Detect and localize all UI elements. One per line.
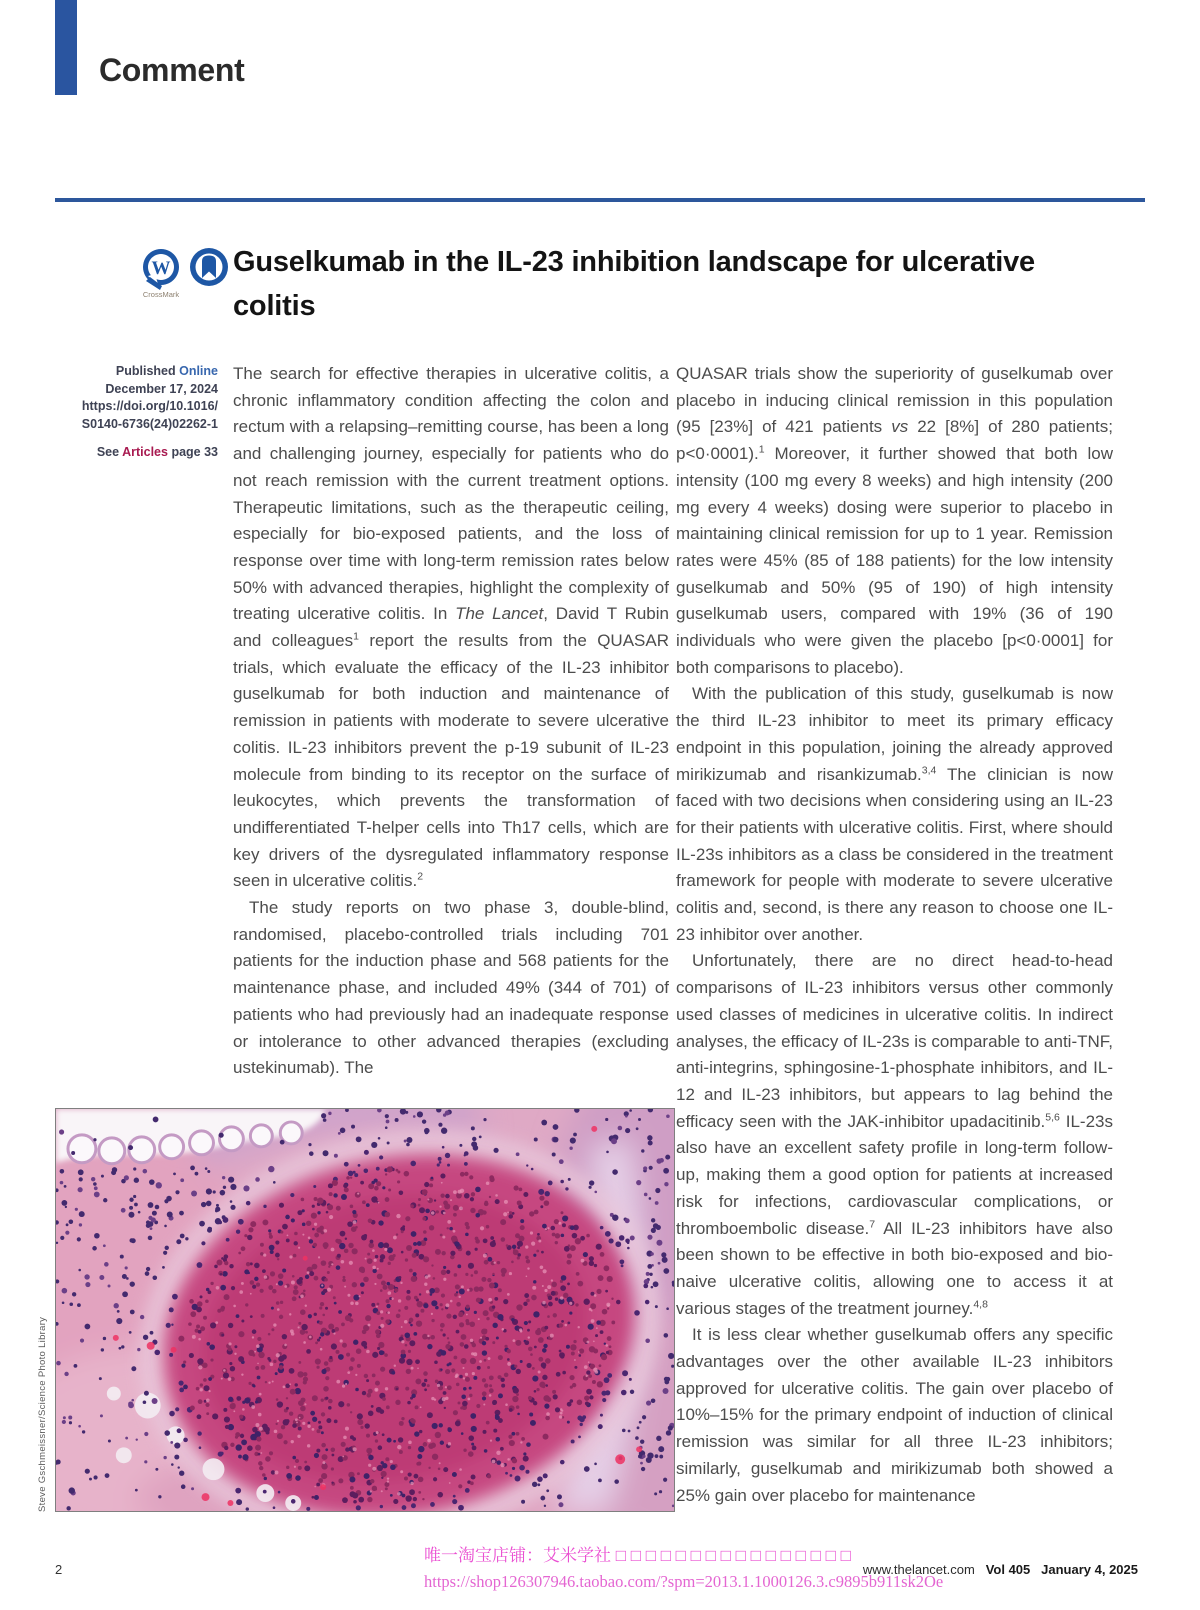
body-paragraph: The study reports on two phase 3, double-blind, randomised, placebo-controlled trials including 701 patients for the induction phase and 568 patients for the maintenance phase, and included 49% (344 of 701) of patients who had previously had an inadequate response or intolerance to other advanced therapies (excluding ustekinumab). The bbox=[233, 898, 669, 1078]
body-paragraph: QUASAR trials show the superiority of guselkumab over placebo in inducing clinical remission in this population (95 [23%] of 421 patients vs 22 [8%] of 280 patients; p<0·0001).$^1$ Moreover, it further showed that both low intensity (100 mg every 8 weeks) and high intensity (200 mg every 4 weeks) dosing were superior to placebo in maintaining clinical remission for up to 1 year. Remission rates were 45% (85 of 188 patients) for the low intensity guselkumab and 50% (95 of 190) of high intensity guselkumab users, compared with 19% (36 of 190 individuals who were given the placebo [p<0·0001] for both comparisons to placebo). bbox=[676, 364, 1113, 677]
svg-text:W: W bbox=[151, 258, 171, 279]
doi-link-line1[interactable]: https://doi.org/10.1016/ bbox=[81, 399, 218, 413]
published-label: Published bbox=[115, 364, 180, 378]
body-column-1 bbox=[233, 361, 669, 1082]
header-divider bbox=[55, 198, 1145, 202]
histology-illustration bbox=[56, 1109, 674, 1511]
body-column-2 bbox=[676, 361, 1113, 1509]
articles-link[interactable]: Articles bbox=[122, 445, 168, 459]
body-paragraph: Unfortunately, there are no direct head-to-head comparisons of IL-23 inhibitors versus other commonly used classes of medicines in ulcerative colitis. In indirect analyses, the efficacy of IL-23s is comparable to anti-TNF, anti-integrins, sphingosine-1-phosphate inhibitors, and IL-12 and IL-23 inhibitors, but appears to lag behind the efficacy seen with the JAK-inhibitor upadacitinib.$^{5,6}$ IL-23s also have an excellent safety profile in long-term follow-up, making them a good option for patients at increased risk for infections, cardiovascular complications, or thromboembolic disease.$^7$ All IL-23 inhibitors have also been shown to be effective in both bio-exposed and bio-naive ulcerative colitis, allowing one to access it at various stages of the treatment journey.$^{4,8}$ bbox=[676, 951, 1113, 1318]
body-paragraph: It is less clear whether guselkumab offers any specific advantages over the other available IL-23 inhibitors approved for ulcerative colitis. The gain over placebo of 10%–15% for the primary endpoint of induction of clinical remission was similar for all three IL-23 inhibitors; similarly, guselkumab and mirikizumab both showed a 25% gain over placebo for maintenance bbox=[676, 1325, 1113, 1505]
margin-notes bbox=[40, 363, 218, 462]
online-link[interactable]: Online bbox=[179, 364, 218, 378]
body-paragraph: The search for effective therapies in ulcerative colitis, a chronic inflammatory condition affecting the colon and rectum with a relapsing–remitting course, has been a long and challenging journey, especially for patients who do not reach remission with the current treatment options. Therapeutic limitations, such as the therapeutic ceiling, especially for bio-exposed patients, and the loss of response over time with long-term remission rates below 50% with advanced therapies, highlight the complexity of treating ulcerative colitis. In The Lancet, David T Rubin and colleagues$^1$ report the results from the QUASAR trials, which evaluate the efficacy of the IL-23 inhibitor guselkumab for both induction and maintenance of remission in patients with moderate to severe ulcerative colitis. IL-23 inhibitors prevent the p-19 subunit of IL-23 molecule from binding to its receptor on the surface of leukocytes, which prevents the transformation of undifferentiated T-helper cells into Th17 cells, which are key drivers of the dysregulated inflammatory response seen in ulcerative colitis.$^2$ bbox=[233, 364, 669, 891]
title-icons bbox=[138, 246, 230, 308]
section-title: Comment bbox=[99, 52, 245, 88]
body-paragraph: With the publication of this study, guselkumab is now the third IL-23 inhibitor to meet its primary efficacy endpoint in this population, joining the already approved mirikizumab and risankizumab.$^{3,4}$ The clinician is now faced with two decisions when considering using an IL-23 for their patients with ulcerative colitis. First, where should IL-23s inhibitors as a class be considered in the treatment framework for people with moderate to severe ulcerative colitis and, second, is there any reason to choose one IL-23 inhibitor over another. bbox=[676, 684, 1113, 944]
journal-date: January 4, 2025 bbox=[1041, 1562, 1138, 1577]
page-number: 2 bbox=[55, 1562, 63, 1577]
histology-image bbox=[55, 1108, 675, 1512]
published-date: December 17, 2024 bbox=[105, 381, 218, 396]
lancet-logo-icon bbox=[188, 246, 230, 293]
watermark-shop-name: 唯一淘宝店铺：艾米学社 □ □ □ □ □ □ □ □ □ □ □ □ □ □ □ □ bbox=[424, 1546, 851, 1565]
section-color-bar bbox=[55, 0, 77, 95]
photo-credit: Steve Gschmeissner/Science Photo Library bbox=[37, 1316, 48, 1512]
crossmark-icon[interactable] bbox=[138, 246, 184, 299]
see-page-label: page 33 bbox=[167, 445, 218, 459]
journal-volume: Vol 405 bbox=[985, 1562, 1031, 1577]
see-label: See bbox=[96, 445, 123, 459]
crossmark-label: CrossMark bbox=[142, 290, 180, 299]
published-online-line bbox=[40, 363, 218, 381]
see-articles-line bbox=[40, 444, 218, 462]
article-title: Guselkumab in the IL-23 inhibition landscape for ulcerative colitis bbox=[233, 246, 1035, 322]
watermark-shop-url: https://shop126307946.taobao.com/?spm=2013.1.1000126.3.c9895b911sk2Oe bbox=[424, 1572, 944, 1591]
spacer bbox=[40, 433, 218, 444]
journal-site: www.thelancet.com bbox=[862, 1562, 975, 1577]
doi-link-line2[interactable]: S0140-6736(24)02262-1 bbox=[81, 416, 218, 431]
